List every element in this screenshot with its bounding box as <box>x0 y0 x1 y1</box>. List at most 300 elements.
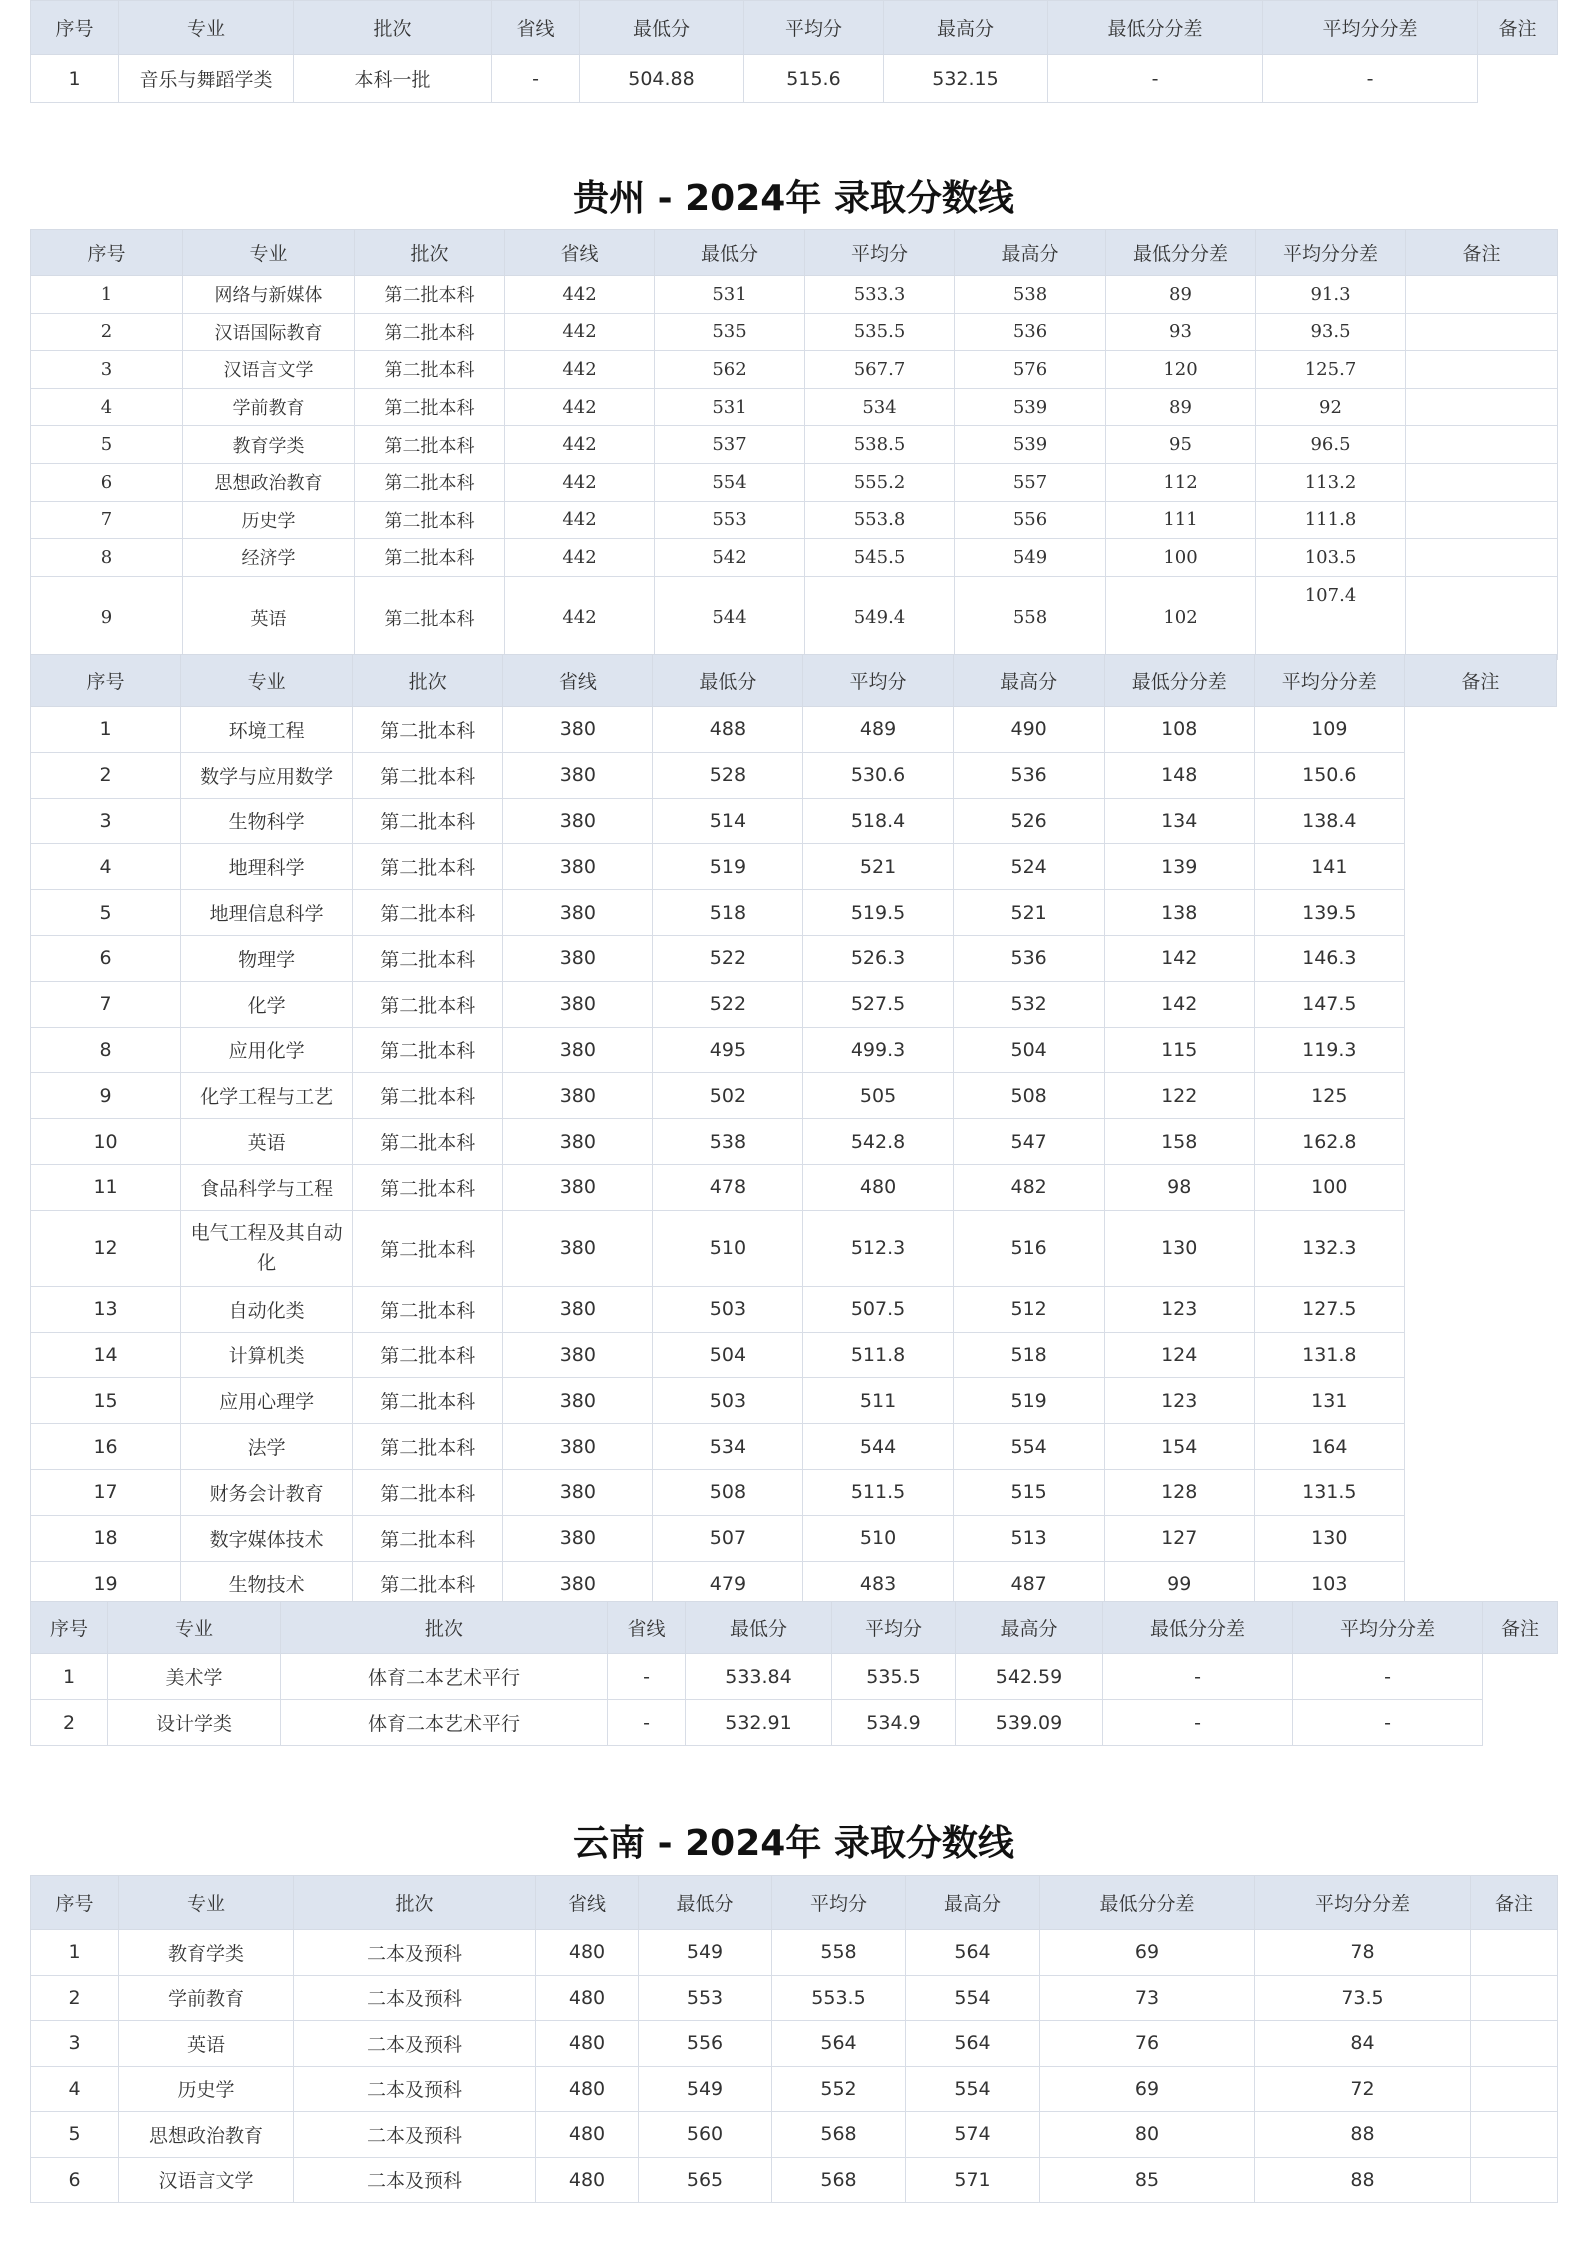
cell-avg-score: 518.4 <box>803 798 953 844</box>
cell-max-score: 536 <box>953 752 1104 798</box>
cell-index: 7 <box>31 501 183 539</box>
cell-batch: 第二批本科 <box>355 426 505 464</box>
cell-min-score: 495 <box>653 1027 803 1073</box>
cell-province-line: 442 <box>505 313 655 351</box>
cell-min-diff: 80 <box>1040 2112 1255 2158</box>
header-remark: 备注 <box>1406 230 1558 276</box>
cell-min-score: 534 <box>653 1424 803 1470</box>
cell-min-diff: 112 <box>1106 463 1256 501</box>
table-row <box>31 752 1557 798</box>
cell-batch: 第二批本科 <box>353 1561 503 1607</box>
cell-remark <box>1483 1700 1558 1746</box>
cell-batch: 第二批本科 <box>355 576 505 659</box>
table-row <box>31 2066 1558 2112</box>
cell-batch: 第二批本科 <box>353 981 503 1027</box>
cell-max-score: 490 <box>953 707 1104 753</box>
cell-remark <box>1406 276 1558 314</box>
cell-max-score: 564 <box>906 1930 1040 1976</box>
cell-avg-score: 519.5 <box>803 890 953 936</box>
cell-remark <box>1406 388 1558 426</box>
cell-min-diff: 123 <box>1104 1286 1254 1332</box>
cell-avg-diff: 92 <box>1256 388 1406 426</box>
cell-min-score: 514 <box>653 798 803 844</box>
cell-remark <box>1404 1469 1556 1515</box>
cell-remark <box>1404 1515 1556 1561</box>
cell-major: 环境工程 <box>181 707 353 753</box>
cell-min-score: 531 <box>655 276 805 314</box>
table-row <box>31 2021 1558 2067</box>
cell-index: 8 <box>31 1027 181 1073</box>
cell-major: 计算机类 <box>181 1332 353 1378</box>
cell-avg-score: 568 <box>772 2112 906 2158</box>
header-province-line: 省线 <box>505 230 655 276</box>
cell-avg-diff: 131.5 <box>1254 1469 1404 1515</box>
cell-index: 7 <box>31 981 181 1027</box>
cell-province-line: 442 <box>505 576 655 659</box>
table-row <box>31 1561 1557 1607</box>
cell-max-score: 556 <box>955 501 1106 539</box>
cell-index: 2 <box>31 752 181 798</box>
cell-min-diff: 127 <box>1104 1515 1254 1561</box>
cell-avg-score: 530.6 <box>803 752 953 798</box>
cell-major: 音乐与舞蹈学类 <box>119 55 294 103</box>
cell-major: 网络与新媒体 <box>183 276 355 314</box>
cell-min-diff: 89 <box>1106 276 1256 314</box>
cell-max-score: 508 <box>953 1073 1104 1119</box>
cell-remark <box>1404 1027 1556 1073</box>
cell-major: 自动化类 <box>181 1286 353 1332</box>
cell-avg-score: 527.5 <box>803 981 953 1027</box>
cell-batch: 第二批本科 <box>353 935 503 981</box>
cell-major: 教育学类 <box>183 426 355 464</box>
cell-max-score: 571 <box>906 2157 1040 2203</box>
header-min-diff: 最低分分差 <box>1040 1876 1255 1930</box>
cell-min-score: 549 <box>639 2066 772 2112</box>
cell-avg-diff: 150.6 <box>1254 752 1404 798</box>
cell-province-line: 480 <box>536 2157 639 2203</box>
cell-batch: 体育二本艺术平行 <box>281 1700 608 1746</box>
cell-avg-diff: 96.5 <box>1256 426 1406 464</box>
table-row <box>31 1975 1558 2021</box>
cell-remark <box>1404 1332 1556 1378</box>
header-avg-score: 平均分 <box>805 230 955 276</box>
cell-min-score: 504 <box>653 1332 803 1378</box>
cell-province-line: 480 <box>536 2021 639 2067</box>
cell-province-line: 480 <box>536 2112 639 2158</box>
cell-avg-score: 533.3 <box>805 276 955 314</box>
cell-min-diff: 89 <box>1106 388 1256 426</box>
cell-province-line: 480 <box>536 1975 639 2021</box>
cell-index: 1 <box>31 1930 119 1976</box>
cell-avg-diff: 91.3 <box>1256 276 1406 314</box>
cell-remark <box>1406 313 1558 351</box>
cell-remark <box>1404 707 1556 753</box>
cell-remark <box>1404 935 1556 981</box>
header-batch: 批次 <box>294 1876 536 1930</box>
header-min-score: 最低分 <box>686 1602 832 1654</box>
cell-major: 食品科学与工程 <box>181 1164 353 1210</box>
cell-min-score: 528 <box>653 752 803 798</box>
cell-min-score: 533.84 <box>686 1654 832 1700</box>
header-min-score: 最低分 <box>655 230 805 276</box>
cell-max-score: 536 <box>953 935 1104 981</box>
cell-batch: 第二批本科 <box>353 1073 503 1119</box>
table-row <box>31 539 1558 577</box>
cell-min-diff: - <box>1103 1654 1293 1700</box>
cell-min-diff: 100 <box>1106 539 1256 577</box>
table-row <box>31 1424 1557 1470</box>
table-row <box>31 426 1558 464</box>
cell-avg-score: 511.5 <box>803 1469 953 1515</box>
table-row <box>31 981 1557 1027</box>
cell-avg-diff: - <box>1293 1654 1483 1700</box>
cell-max-score: 519 <box>953 1378 1104 1424</box>
cell-remark <box>1471 2021 1558 2067</box>
cell-avg-diff: 131.8 <box>1254 1332 1404 1378</box>
table-row <box>31 55 1558 103</box>
table-row <box>31 2112 1558 2158</box>
cell-max-score: 513 <box>953 1515 1104 1561</box>
header-max-score: 最高分 <box>955 230 1106 276</box>
cell-province-line: 380 <box>503 1515 653 1561</box>
cell-avg-diff: 125.7 <box>1256 351 1406 389</box>
header-avg-score: 平均分 <box>772 1876 906 1930</box>
cell-max-score: 547 <box>953 1119 1104 1165</box>
cell-major: 学前教育 <box>119 1975 294 2021</box>
header-min-diff: 最低分分差 <box>1104 655 1254 707</box>
cell-index: 12 <box>31 1210 181 1286</box>
cell-avg-diff: 125 <box>1254 1073 1404 1119</box>
cell-min-diff: 124 <box>1104 1332 1254 1378</box>
cell-min-diff: 99 <box>1104 1561 1254 1607</box>
cell-batch: 第二批本科 <box>353 1469 503 1515</box>
cell-province-line: 480 <box>536 1930 639 1976</box>
header-avg-diff: 平均分分差 <box>1254 655 1404 707</box>
cell-min-diff: 130 <box>1104 1210 1254 1286</box>
cell-province-line: 480 <box>536 2066 639 2112</box>
header-index: 序号 <box>31 230 183 276</box>
cell-min-diff: 138 <box>1104 890 1254 936</box>
cell-max-score: 539 <box>955 388 1106 426</box>
cell-province-line: 380 <box>503 1027 653 1073</box>
cell-avg-score: 552 <box>772 2066 906 2112</box>
table-row <box>31 1515 1557 1561</box>
cell-min-diff: - <box>1103 1700 1293 1746</box>
cell-major: 美术学 <box>108 1654 281 1700</box>
table-row <box>31 388 1558 426</box>
header-batch: 批次 <box>294 1 492 55</box>
cell-index: 9 <box>31 576 183 659</box>
cell-index: 4 <box>31 388 183 426</box>
cell-min-diff: 111 <box>1106 501 1256 539</box>
table-row <box>31 1378 1557 1424</box>
cell-avg-score: 499.3 <box>803 1027 953 1073</box>
cell-index: 17 <box>31 1469 181 1515</box>
table-row <box>31 1332 1557 1378</box>
cell-remark <box>1404 1164 1556 1210</box>
cell-major: 历史学 <box>183 501 355 539</box>
cell-major: 应用心理学 <box>181 1378 353 1424</box>
cell-remark <box>1404 752 1556 798</box>
table-row <box>31 1027 1557 1073</box>
cell-province-line: 442 <box>505 276 655 314</box>
cell-avg-diff: - <box>1293 1700 1483 1746</box>
cell-avg-score: 511 <box>803 1378 953 1424</box>
cell-avg-score: 507.5 <box>803 1286 953 1332</box>
cell-batch: 第二批本科 <box>355 276 505 314</box>
table-row <box>31 501 1558 539</box>
cell-index: 5 <box>31 426 183 464</box>
cell-batch: 第二批本科 <box>353 1424 503 1470</box>
cell-avg-score: 480 <box>803 1164 953 1210</box>
cell-major: 地理信息科学 <box>181 890 353 936</box>
cell-max-score: 574 <box>906 2112 1040 2158</box>
cell-min-score: 556 <box>639 2021 772 2067</box>
cell-min-score: 479 <box>653 1561 803 1607</box>
header-max-score: 最高分 <box>906 1876 1040 1930</box>
cell-remark <box>1404 981 1556 1027</box>
cell-province-line: 442 <box>505 539 655 577</box>
cell-min-diff: 142 <box>1104 935 1254 981</box>
cell-index: 13 <box>31 1286 181 1332</box>
cell-min-score: 502 <box>653 1073 803 1119</box>
header-min-score: 最低分 <box>639 1876 772 1930</box>
cell-avg-score: 535.5 <box>805 313 955 351</box>
cell-batch: 第二批本科 <box>353 1119 503 1165</box>
cell-batch: 第二批本科 <box>353 890 503 936</box>
cell-max-score: 526 <box>953 798 1104 844</box>
table-row <box>31 707 1557 753</box>
cell-min-score: 478 <box>653 1164 803 1210</box>
cell-province-line: 380 <box>503 1073 653 1119</box>
cell-major: 物理学 <box>181 935 353 981</box>
cell-avg-score: 555.2 <box>805 463 955 501</box>
cell-index: 3 <box>31 351 183 389</box>
cell-remark <box>1406 351 1558 389</box>
cell-index: 2 <box>31 1975 119 2021</box>
cell-avg-score: 553.5 <box>772 1975 906 2021</box>
header-batch: 批次 <box>355 230 505 276</box>
cell-min-score: 544 <box>655 576 805 659</box>
cell-min-score: 553 <box>639 1975 772 2021</box>
cell-min-diff: 98 <box>1104 1164 1254 1210</box>
cell-index: 11 <box>31 1164 181 1210</box>
header-major: 专业 <box>183 230 355 276</box>
table-row <box>31 351 1558 389</box>
cell-index: 8 <box>31 539 183 577</box>
cell-min-diff: 108 <box>1104 707 1254 753</box>
cell-max-score: 576 <box>955 351 1106 389</box>
cell-index: 10 <box>31 1119 181 1165</box>
cell-index: 1 <box>31 707 181 753</box>
header-remark: 备注 <box>1478 1 1558 55</box>
cell-min-diff: 139 <box>1104 844 1254 890</box>
header-max-score: 最高分 <box>953 655 1104 707</box>
cell-max-score: 518 <box>953 1332 1104 1378</box>
cell-remark <box>1483 1654 1558 1700</box>
cell-batch: 二本及预科 <box>294 2112 536 2158</box>
table-row <box>31 1210 1557 1286</box>
cell-avg-diff: 88 <box>1255 2157 1471 2203</box>
cell-max-score: 542.59 <box>956 1654 1103 1700</box>
section-title-yunnan: 云南 - 2024年 录取分数线 <box>573 1823 1014 1864</box>
cell-major: 历史学 <box>119 2066 294 2112</box>
cell-remark <box>1471 1930 1558 1976</box>
cell-avg-diff: 103 <box>1254 1561 1404 1607</box>
cell-avg-score: 534.9 <box>832 1700 956 1746</box>
cell-province-line: 380 <box>503 1210 653 1286</box>
cell-province-line: 380 <box>503 1119 653 1165</box>
cell-batch: 第二批本科 <box>355 351 505 389</box>
cell-avg-diff: 164 <box>1254 1424 1404 1470</box>
table-row <box>31 1119 1557 1165</box>
table-row <box>31 1654 1558 1700</box>
cell-province-line: 380 <box>503 844 653 890</box>
cell-max-score: 532 <box>953 981 1104 1027</box>
cell-avg-score: 535.5 <box>832 1654 956 1700</box>
cell-min-diff: 128 <box>1104 1469 1254 1515</box>
cell-major: 设计学类 <box>108 1700 281 1746</box>
cell-index: 6 <box>31 2157 119 2203</box>
cell-avg-diff: - <box>1263 55 1478 103</box>
cell-major: 地理科学 <box>181 844 353 890</box>
header-avg-score: 平均分 <box>832 1602 956 1654</box>
cell-batch: 第二批本科 <box>353 752 503 798</box>
cell-min-score: 531 <box>655 388 805 426</box>
cell-index: 1 <box>31 55 119 103</box>
cell-avg-diff: 130 <box>1254 1515 1404 1561</box>
header-major: 专业 <box>119 1 294 55</box>
cell-avg-diff: 146.3 <box>1254 935 1404 981</box>
cell-avg-score: 489 <box>803 707 953 753</box>
cell-min-diff: 115 <box>1104 1027 1254 1073</box>
cell-major: 生物科学 <box>181 798 353 844</box>
cell-remark <box>1404 1424 1556 1470</box>
cell-avg-diff: 131 <box>1254 1378 1404 1424</box>
section-title-guizhou: 贵州 - 2024年 录取分数线 <box>573 178 1014 219</box>
cell-avg-score: 549.4 <box>805 576 955 659</box>
table-row <box>31 463 1558 501</box>
cell-major: 应用化学 <box>181 1027 353 1073</box>
cell-major: 汉语国际教育 <box>183 313 355 351</box>
header-major: 专业 <box>119 1876 294 1930</box>
cell-remark <box>1471 2112 1558 2158</box>
cell-min-diff: 148 <box>1104 752 1254 798</box>
header-avg-score: 平均分 <box>803 655 953 707</box>
cell-index: 4 <box>31 844 181 890</box>
cell-batch: 第二批本科 <box>355 463 505 501</box>
header-avg-diff: 平均分分差 <box>1263 1 1478 55</box>
cell-province-line: 380 <box>503 1561 653 1607</box>
cell-min-score: 565 <box>639 2157 772 2203</box>
cell-remark <box>1404 1561 1556 1607</box>
cell-avg-diff: 78 <box>1255 1930 1471 1976</box>
cell-min-score: 488 <box>653 707 803 753</box>
table-row <box>31 1469 1557 1515</box>
cell-avg-score: 567.7 <box>805 351 955 389</box>
header-province-line: 省线 <box>492 1 580 55</box>
cell-province-line: 380 <box>503 890 653 936</box>
cell-min-diff: 158 <box>1104 1119 1254 1165</box>
cell-avg-diff: 72 <box>1255 2066 1471 2112</box>
cell-remark <box>1406 539 1558 577</box>
cell-max-score: 512 <box>953 1286 1104 1332</box>
cell-avg-score: 510 <box>803 1515 953 1561</box>
header-province-line: 省线 <box>608 1602 686 1654</box>
cell-avg-diff: 147.5 <box>1254 981 1404 1027</box>
cell-batch: 第二批本科 <box>353 798 503 844</box>
cell-min-score: 535 <box>655 313 805 351</box>
cell-max-score: 482 <box>953 1164 1104 1210</box>
cell-max-score: 554 <box>953 1424 1104 1470</box>
header-avg-diff: 平均分分差 <box>1256 230 1406 276</box>
cell-province-line: 442 <box>505 463 655 501</box>
cell-min-diff: 69 <box>1040 2066 1255 2112</box>
cell-min-score: 504.88 <box>580 55 744 103</box>
cell-min-diff: 123 <box>1104 1378 1254 1424</box>
cell-index: 16 <box>31 1424 181 1470</box>
cell-province-line: - <box>608 1700 686 1746</box>
cell-min-diff: - <box>1048 55 1263 103</box>
header-index: 序号 <box>31 1602 108 1654</box>
cell-remark <box>1406 576 1558 659</box>
cell-batch: 本科一批 <box>294 55 492 103</box>
cell-batch: 第二批本科 <box>353 1332 503 1378</box>
cell-min-diff: 93 <box>1106 313 1256 351</box>
cell-min-score: 510 <box>653 1210 803 1286</box>
header-major: 专业 <box>181 655 353 707</box>
cell-avg-score: 558 <box>772 1930 906 1976</box>
cell-batch: 第二批本科 <box>355 313 505 351</box>
cell-batch: 二本及预科 <box>294 2157 536 2203</box>
cell-min-score: 522 <box>653 981 803 1027</box>
cell-province-line: 380 <box>503 935 653 981</box>
cell-min-diff: 73 <box>1040 1975 1255 2021</box>
cell-remark <box>1406 463 1558 501</box>
header-batch: 批次 <box>281 1602 608 1654</box>
cell-avg-score: 542.8 <box>803 1119 953 1165</box>
cell-min-score: 518 <box>653 890 803 936</box>
cell-index: 2 <box>31 1700 108 1746</box>
cell-avg-score: 538.5 <box>805 426 955 464</box>
cell-remark <box>1404 1378 1556 1424</box>
admission-table-guizhou-c <box>30 1601 1558 1746</box>
cell-avg-diff: 73.5 <box>1255 1975 1471 2021</box>
cell-min-diff: 122 <box>1104 1073 1254 1119</box>
cell-major: 汉语言文学 <box>119 2157 294 2203</box>
cell-min-diff: 120 <box>1106 351 1256 389</box>
cell-avg-score: 526.3 <box>803 935 953 981</box>
cell-remark <box>1471 2066 1558 2112</box>
cell-min-score: 537 <box>655 426 805 464</box>
cell-remark <box>1471 2157 1558 2203</box>
cell-max-score: 536 <box>955 313 1106 351</box>
cell-min-score: 562 <box>655 351 805 389</box>
cell-major: 电气工程及其自动化 <box>181 1210 353 1286</box>
cell-batch: 第二批本科 <box>353 707 503 753</box>
cell-remark <box>1404 1119 1556 1165</box>
cell-major: 化学工程与工艺 <box>181 1073 353 1119</box>
cell-major: 思想政治教育 <box>183 463 355 501</box>
cell-min-diff: 102 <box>1106 576 1256 659</box>
cell-min-score: 542 <box>655 539 805 577</box>
cell-avg-score: 483 <box>803 1561 953 1607</box>
cell-min-score: 553 <box>655 501 805 539</box>
cell-index: 18 <box>31 1515 181 1561</box>
cell-index: 5 <box>31 2112 119 2158</box>
cell-avg-diff: 162.8 <box>1254 1119 1404 1165</box>
cell-max-score: 539 <box>955 426 1106 464</box>
